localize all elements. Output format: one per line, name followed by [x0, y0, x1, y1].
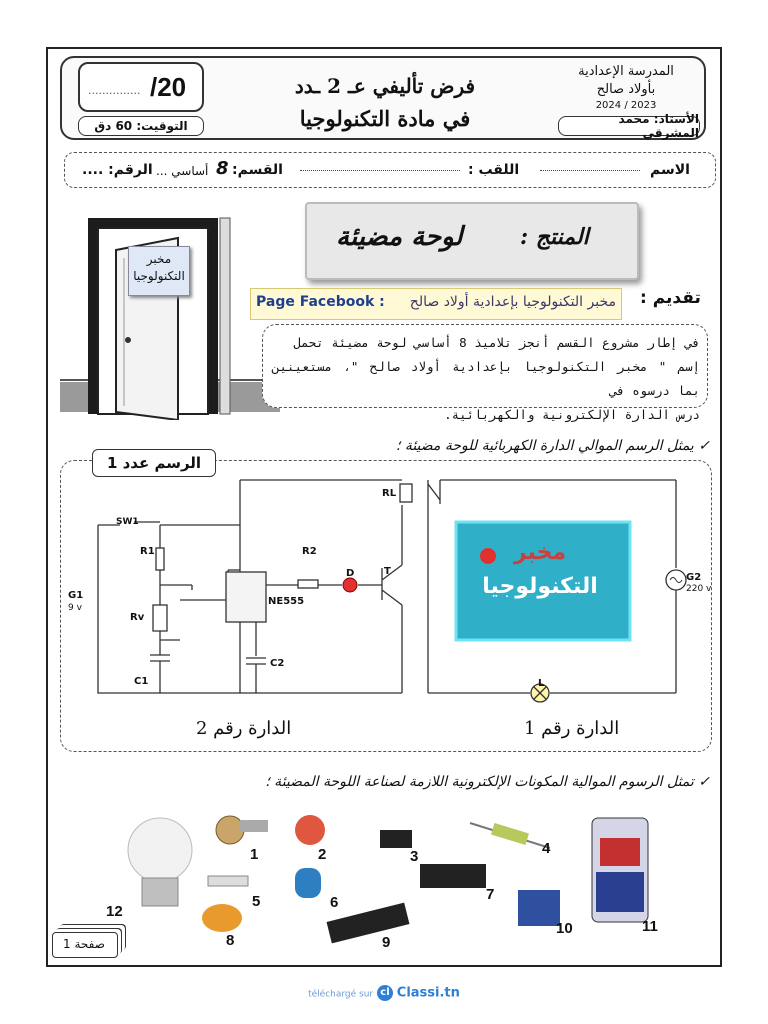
label-c2: C2 — [270, 658, 285, 669]
footer — [0, 985, 768, 1009]
facebook-label: Page Facebook : — [256, 294, 385, 310]
label-rv: Rv — [130, 612, 145, 623]
label-g2-v: 220 v — [686, 584, 712, 594]
intro-line-1: في إطار مشروع القسم أنجز تلاميذ 8 أساسي لوحة مضيئة تحمل — [293, 335, 700, 350]
check-icon: ✓ — [693, 438, 710, 454]
exam-title: فرض تأليفي عـ 2 ـدد — [294, 74, 476, 98]
circuit1-label: الدارة رقم 1 — [524, 718, 620, 739]
intro-line-3: درس الدارة الإلكترونية والكهربائية. — [444, 407, 700, 422]
component-number-7: 7 — [486, 886, 495, 903]
subject: في مادة التكنولوجيا — [299, 106, 471, 131]
components-illustration — [100, 808, 700, 958]
footer-prefix: téléchargé sur — [308, 989, 374, 1000]
component-number-3: 3 — [410, 848, 419, 865]
label-d: D — [346, 568, 355, 579]
figure-label: الرسم عدد 1 — [92, 449, 216, 477]
circuit-statement-text: يمثل الرسم الموالي الدارة الكهربائية للوحة مضيئة ؛ — [395, 438, 694, 454]
surname-field[interactable] — [300, 170, 460, 171]
circuit-diagram — [60, 470, 712, 750]
label-c1: C1 — [134, 676, 149, 687]
school-city: بأولاد صالح — [596, 82, 656, 97]
component-number-5: 5 — [252, 893, 261, 910]
project-label: المنتج : — [520, 224, 589, 250]
intro-line-2: إسم " مخبر التكنولوجيا بإعدادية أولاد صالح "، مستعينين بما درسوه في — [272, 359, 700, 398]
circuit-statement — [300, 438, 710, 454]
sign-text-2: التكنولوجيا — [482, 574, 598, 599]
label-g2: G2 — [686, 572, 702, 583]
surname-label: اللقب : — [468, 162, 520, 178]
label-g1: G1 — [68, 590, 84, 601]
check-icon: ✓ — [693, 774, 710, 790]
sign-text-1: مخبر — [513, 540, 567, 565]
intro-heading: تقديم : — [640, 288, 701, 308]
component-number-10: 10 — [556, 920, 573, 937]
component-number-12: 12 — [106, 903, 123, 920]
label-t: T — [384, 566, 391, 577]
component-number-6: 6 — [330, 894, 339, 911]
component-number-2: 2 — [318, 846, 327, 863]
number-label: الرقم: .... — [82, 162, 153, 178]
classi-logo-icon: cl — [377, 985, 393, 1001]
score-dots: ............... — [88, 84, 141, 97]
components-statement-text: تمثل الرسوم الموالية المكونات الإلكترونية اللازمة لصناعة اللوحة المضيئة ؛ — [265, 774, 694, 790]
door-sign: مخبر التكنولوجيا — [128, 246, 190, 296]
score: /20 — [150, 72, 187, 102]
component-number-11: 11 — [642, 918, 658, 935]
label-r2: R2 — [302, 546, 317, 557]
page-label: صفحة 1 — [63, 937, 105, 951]
component-number-9: 9 — [382, 934, 391, 951]
footer-brand[interactable]: Classi.tn — [396, 985, 460, 1001]
school-year: 2024 / 2023 — [595, 100, 657, 111]
intro-text — [272, 331, 700, 427]
name-label: الاسم — [650, 162, 690, 178]
component-number-8: 8 — [226, 932, 235, 949]
label-sw1: SW1 — [116, 517, 139, 527]
facebook-page[interactable]: مخبر التكنولوجيا بإعدادية أولاد صالح — [409, 294, 616, 310]
label-g1-v: 9 v — [68, 603, 82, 613]
label-r1: R1 — [140, 546, 155, 557]
label-l: L — [538, 678, 545, 689]
project-value: لوحة مضيئة — [336, 222, 463, 252]
name-field[interactable] — [540, 170, 640, 171]
component-number-1: 1 — [250, 846, 259, 863]
duration: التوقيت: 60 دق — [78, 116, 204, 136]
level: أساسي ... — [156, 164, 209, 178]
led-symbol — [343, 578, 357, 592]
label-rl: RL — [382, 488, 397, 499]
components-statement — [160, 774, 710, 790]
teacher: الأستاذ: محمد المشرقي — [558, 116, 700, 136]
class-value: 8 — [216, 158, 229, 179]
circuit2-label: الدارة رقم 2 — [196, 718, 292, 739]
score-box — [78, 62, 204, 112]
class-label: القسم: — [232, 162, 283, 178]
label-ne555: NE555 — [268, 596, 305, 607]
component-number-4: 4 — [542, 840, 551, 857]
school-name: المدرسة الإعدادية — [578, 64, 674, 79]
door-illustration — [60, 200, 280, 420]
